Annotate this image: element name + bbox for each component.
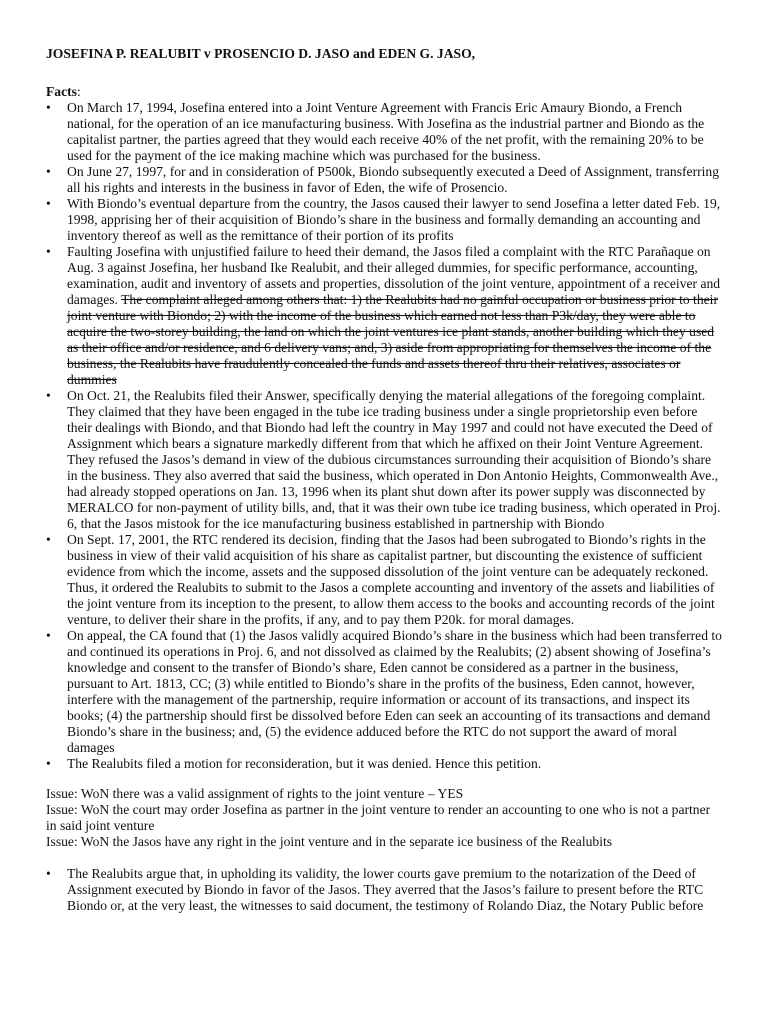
bullet-icon: • xyxy=(46,388,51,403)
bullet-icon: • xyxy=(46,532,51,547)
fact-item xyxy=(46,196,722,244)
issues-section xyxy=(46,786,722,850)
fact-item xyxy=(46,628,722,756)
bullet-icon: • xyxy=(46,100,51,115)
fact-item xyxy=(46,244,722,388)
bullet-icon: • xyxy=(46,164,51,179)
fact-text: Faulting Josefina with unjustified failure to heed their demand, the Jasos filed a complaint with the RTC Parañaque on Aug. 3 against Josefina, her husband Ike Realubit, and their alleged dummies, for specific performance, accounting, examination, audit and inventory of assets and properties, dissolution of the joint venture, appointment of a receiver and damages. xyxy=(67,244,721,307)
issue-line: Issue: WoN the Jasos have any right in the joint venture and in the separate ice business of the Realubits xyxy=(46,834,613,849)
fact-text: On June 27, 1997, for and in consideration of P500k, Biondo subsequently executed a Deed of Assignment, transferring all his rights and interests in the business in favor of Eden, the wife of Prosencio. xyxy=(67,164,719,195)
bullet-icon: • xyxy=(46,244,51,259)
argument-item xyxy=(46,866,722,914)
fact-item xyxy=(46,388,722,532)
bullet-icon: • xyxy=(46,866,51,881)
facts-heading xyxy=(46,84,722,100)
fact-text: On March 17, 1994, Josefina entered into a Joint Venture Agreement with Francis Eric Amaury Biondo, a French national, for the operation of an ice manufacturing business. With Josefina as the industrial partner and Biondo as the capitalist partner, the parties agreed that they would each receive 40% of the net profit, with the remaining 20% to be used for the payment of the ice making machine which was purchased for the business. xyxy=(67,100,705,163)
case-title: JOSEFINA P. REALUBIT v PROSENCIO D. JASO and EDEN G. JASO, xyxy=(46,46,476,61)
bullet-icon: • xyxy=(46,196,51,211)
fact-item xyxy=(46,164,722,196)
fact-text: On Oct. 21, the Realubits filed their Answer, specifically denying the material allegations of the foregoing complaint. They claimed that they have been engaged in the tube ice trading business under a single proprietorship even before their dealings with Biondo, and that Biondo had left the country in May 1997 and could not have executed the Deed of Assignment which bears a signature markedly different from that which he affixed on their Joint Venture Agreement. They refused the Jasos’s demand in view of the dubious circumstances surrounding their acquisition of Biondo’s share in the business. They also averred that said the business, which operated in Don Antonio Heights, Commonwealth Ave., had already stopped operations on Jan. 13, 1996 when its plant shut down after its power supply was disconnected by MERALCO for non-payment of utility bills, and, that it was their own tube ice trading business, which operated in Proj. 6, that the Jasos mistook for the ice manufacturing business established in partnership with Biondo xyxy=(67,388,721,531)
argument-text: The Realubits argue that, in upholding its validity, the lower courts gave premium to the notarization of the Deed of Assignment executed by Biondo in favor of the Jasos. They averred that the Jasos’s failure to present before the RTC Biondo or, at the very least, the witnesses to said document, the testimony of Rolando Diaz, the Notary Public before xyxy=(67,866,704,913)
bullet-icon: • xyxy=(46,756,51,771)
facts-heading-colon: : xyxy=(76,84,81,99)
fact-text: The Realubits filed a motion for reconsideration, but it was denied. Hence this petition. xyxy=(67,756,542,771)
issue-line: Issue: WoN the court may order Josefina as partner in the joint venture to render an accounting to one who is not a partner in said joint venture xyxy=(46,802,711,833)
fact-text: On Sept. 17, 2001, the RTC rendered its decision, finding that the Jasos had been subrogated to Biondo’s rights in the business in view of their valid acquisition of his share as capitalist partner, but discounting the existence of sufficient evidence from which the income, assets and the supposed dissolution of the joint venture can be adequately reckoned. Thus, it ordered the Realubits to submit to the Jasos a complete accounting and inventory of the assets and liabilities of the joint venture from its inception to the present, to allow them access to the books and accounting records of the joint venture, to deliver their share in the profits, if any, and to pay them P20k. for moral damages. xyxy=(67,532,715,627)
facts-list xyxy=(46,100,722,772)
fact-item xyxy=(46,756,722,772)
fact-text: On appeal, the CA found that (1) the Jasos validly acquired Biondo’s share in the business which had been transferred to and continued its operations in Proj. 6, and not dissolved as claimed by the Realubits; (2) absent showing of Josefina’s knowledge and consent to the transfer of Biondo’s share, Eden cannot be considered as a partner in the business, pursuant to Art. 1813, CC; (3) while entitled to Biondo’s share in the profits of the business, Eden cannot, however, interfere with the management of the partnership, require information or account of its transactions, and inspect its books; (4) the partnership should first be dissolved before Eden can seek an accounting of its transactions and demand Biondo’s share in the business; and, (5) the evidence adduced before the RTC do not support the award of moral damages xyxy=(67,628,722,755)
facts-heading-label: Facts xyxy=(46,84,77,99)
fact-text: With Biondo’s eventual departure from the country, the Jasos caused their lawyer to send Josefina a letter dated Feb. 19, 1998, apprising her of their acquisition of Biondo’s share in the business and formally demanding an accounting and inventory thereof as well as the remittance of their portion of its profits xyxy=(67,196,721,243)
issue-line: Issue: WoN there was a valid assignment of rights to the joint venture – YES xyxy=(46,786,464,801)
fact-item xyxy=(46,532,722,628)
bullet-icon: • xyxy=(46,628,51,643)
fact-item xyxy=(46,100,722,164)
struck-text: The complaint alleged among others that: 1) the Realubits had no gainful occupation or business prior to their joint venture with Biondo; 2) with the income of the business which earned not less than P3k/day, they were able to acquire the two-storey building, the land on which the joint ventures ice plant stands, another building which they used as their office and/or residence, and 6 delivery vans; and, 3) aside from appropriating for themselves the income of the business, the Realubits have fraudulently concealed the funds and assets thereof thru their relatives, associates or dummies xyxy=(67,292,718,387)
arguments-list xyxy=(46,866,722,914)
